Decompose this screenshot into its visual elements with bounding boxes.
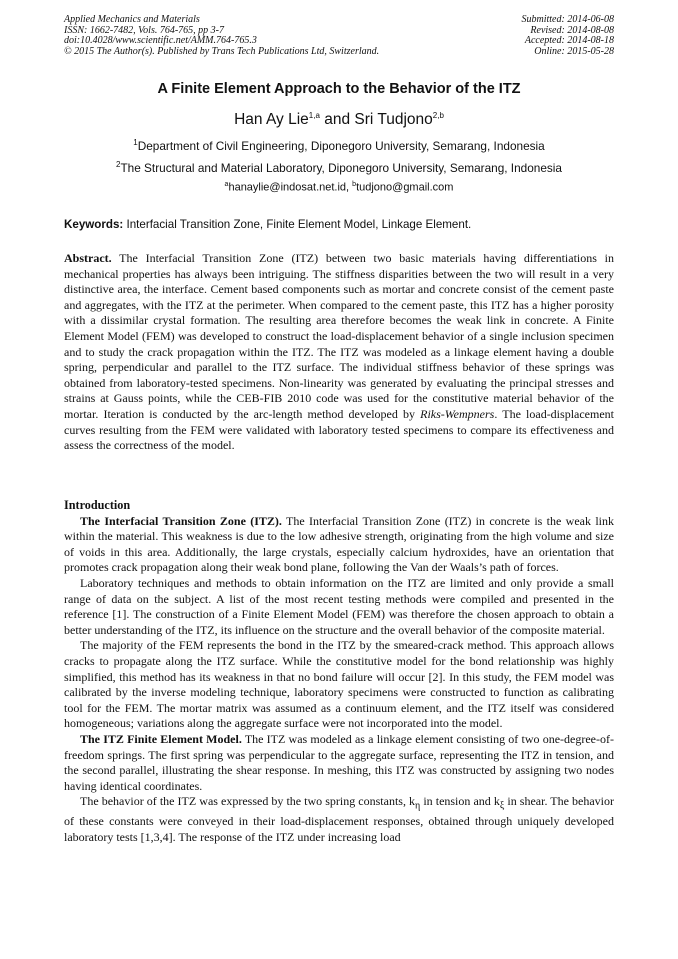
abstract-text-2: . The load-displacement curves resulting from the FEM were validated with laboratory tested specimens to compare its effectiveness and assess the correctness of the model. xyxy=(64,406,614,453)
affiliation-1-text: Department of Civil Engineering, Diponegoro University, Semarang, Indonesia xyxy=(137,138,545,153)
intro-paragraph-4 xyxy=(64,732,614,794)
intro-paragraph-1 xyxy=(64,514,614,576)
introduction-heading: Introduction xyxy=(64,498,131,512)
email-a-sup: a xyxy=(224,181,229,188)
intro-p5-sub-xi: ξ xyxy=(499,800,505,812)
intro-p5-text-a: The behavior of the ITZ was expressed by the two spring constants, k xyxy=(80,794,416,809)
email-a[interactable]: hanaylie@indosat.net.id, xyxy=(228,181,353,194)
keywords-label: Keywords: xyxy=(64,218,124,231)
introduction-section xyxy=(64,498,614,845)
date-revised: Revised: 2014-08-08 xyxy=(530,24,614,36)
journal-copyright: © 2015 The Author(s). Published by Trans Tech Publications Ltd, Switzerland. xyxy=(64,45,380,57)
intro-p4-heading: The ITZ Finite Element Model. xyxy=(80,731,242,746)
intro-paragraph-3: The majority of the FEM represents the bond in the ITZ by the smeared-crack method. This approach allows cracks to propagate along the ITZ surface. While the constitutive model for the bond relationship was highly simplified, this method has its weakness in that no bond failure will occur [2]. In this study, the FEM model was calibrated by the inverse modeling technique, laboratory specimens were constructed to function as calibrating tool for the FEM. The mortar matrix was assumed as a continuum element, and the ITZ itself was considered homogeneous; variations along the aggregate surface were not incorporated into the model. xyxy=(64,638,614,731)
keywords-text: Interfacial Transition Zone, Finite Element Model, Linkage Element. xyxy=(123,218,472,231)
affiliation-2-sup: 2 xyxy=(116,160,121,169)
affiliation-2 xyxy=(0,160,678,175)
journal-info xyxy=(64,15,379,57)
author-and: and xyxy=(319,111,355,129)
paper-title: A Finite Element Approach to the Behavior of the ITZ xyxy=(157,81,521,97)
intro-p1-text: The Interfacial Transition Zone (ITZ) in concrete is the weak link within the material. This weakness is due to the low adhesive strength, originating from the high volume and size of voids in this area. Additionally, the large crystals, especially calcium hydroxides, have an orientation that promotes crack propagation along their weak bond plane, following the Van der Waals’s path of forces. xyxy=(64,513,614,575)
journal-doi: doi:10.4028/www.scientific.net/AMM.764-765.3 xyxy=(64,35,257,47)
author-emails xyxy=(0,181,678,194)
date-online: Online: 2015-05-28 xyxy=(534,45,614,57)
intro-p5-text-b: in tension and k xyxy=(420,794,500,809)
intro-p5-sub-eta: η xyxy=(415,800,421,812)
author-1: Han Ay Lie xyxy=(234,111,309,129)
affiliation-2-text: The Structural and Material Laboratory, Diponegoro University, Semarang, Indonesia xyxy=(120,160,562,175)
author-2: Sri Tudjono xyxy=(354,111,433,129)
email-b-sup: b xyxy=(352,181,357,188)
email-b[interactable]: tudjono@gmail.com xyxy=(356,181,454,194)
abstract-text-1: The Interfacial Transition Zone (ITZ) between two basic materials having differentiations in mechanical properties has always been intriguing. The stiffness disparities between the two will result in a very distinctive area, the interface. Cement based components such as mortar and concrete consist of the cement paste and aggregates, with the ITZ at the perimeter. When compared to the cement paste, this ITZ has a higher porosity with a dissimilar crystal formation. The resulting area therefore becomes the weak link in concrete. A Finite Element Model (FEM) was developed to construct the load-displacement behavior of a single inclusion specimen and to study the crack propagation within the ITZ. The ITZ was modeled as a linkage element having a double spring, perpendicular and parallel to the ITZ surface. The individual stiffness behavior of these springs was obtained from laboratory-tested specimens. Non-linearity was generated by evaluating the principal stresses and strains at Gauss points, while the CEB-FIB 2010 code was used for the constitutive material behavior of the mortar. Iteration is conducted by the arc-length method developed by xyxy=(64,251,614,421)
author-1-sup: 1,a xyxy=(308,111,320,120)
intro-paragraph-5 xyxy=(64,794,614,845)
affiliation-1 xyxy=(0,138,678,153)
intro-p1-heading: The Interfacial Transition Zone (ITZ). xyxy=(80,513,282,528)
author-2-sup: 2,b xyxy=(432,111,444,120)
intro-paragraph-2: Laboratory techniques and methods to obtain information on the ITZ are limited and only provide a small range of data on the subject. A list of the most recent testing methods were compiled and presented in the reference [1]. The construction of a Finite Element Model (FEM) was therefore the chosen approach to obtain a better understanding of the ITZ, its influence on the structure and the overall behavior of the composite material. xyxy=(64,575,614,637)
abstract-label: Abstract. xyxy=(64,251,112,265)
keywords xyxy=(64,218,614,231)
author-list xyxy=(0,111,678,129)
abstract xyxy=(64,251,614,454)
abstract-italic: Riks-Wempners xyxy=(420,406,495,421)
intro-p5-text-c: in shear. The behavior of these constants were conveyed in their load-displacement responses, obtained through uniquely developed laboratory tests [1,3,4]. The response of the ITZ under increasing load xyxy=(64,794,614,844)
date-accepted: Accepted: 2014-08-18 xyxy=(524,35,614,47)
journal-name: Applied Mechanics and Materials xyxy=(64,14,200,25)
submission-dates xyxy=(522,15,615,57)
abstract-paragraph xyxy=(64,251,614,454)
date-submitted: Submitted: 2014-06-08 xyxy=(521,14,614,25)
affiliation-1-sup: 1 xyxy=(133,138,138,147)
intro-p4-text: The ITZ was modeled as a linkage element consisting of two one-degree-of-freedom springs. The first spring was perpendicular to the aggregate surface, representing the ITZ in tension, and the second parallel, illustrating the shear response. In meshing, this ITZ was constructed by assigning two nodes having identical coordinates. xyxy=(64,731,614,793)
journal-header xyxy=(64,15,614,57)
journal-issn: ISSN: 1662-7482, Vols. 764-765, pp 3-7 xyxy=(64,24,224,36)
